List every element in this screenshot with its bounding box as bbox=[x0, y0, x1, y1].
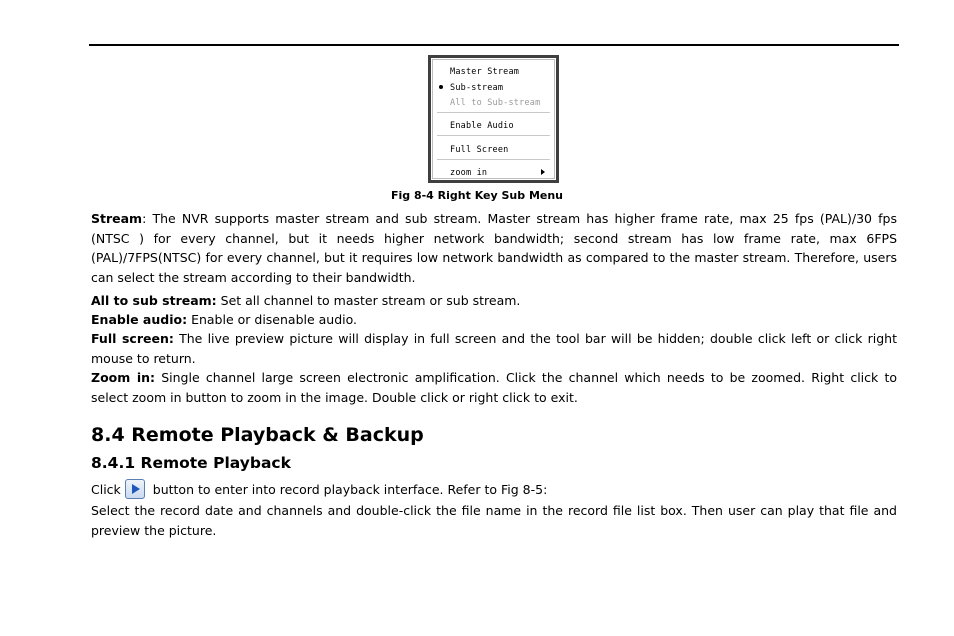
play-icon bbox=[125, 479, 145, 499]
full-screen-paragraph bbox=[91, 329, 897, 368]
stream-text: : The NVR supports master stream and sub stream. Master stream has higher frame rate, max 25 fps (PAL)/30 fps (NTSC ) for every channel, but it needs higher network bandwidth; second stream has low frame rate, max 6FPS (PAL)/7FPS(NTSC) for every channel, but it requires low network bandwidth as compared to the master stream. Therefore, users can select the stream according to their bandwidth. bbox=[91, 211, 897, 285]
audio-term: Enable audio: bbox=[91, 312, 188, 327]
all-sub-text: Set all channel to master stream or sub stream. bbox=[216, 293, 521, 308]
full-screen-term: Full screen: bbox=[91, 331, 174, 346]
header-rule bbox=[89, 44, 899, 46]
stream-paragraph bbox=[91, 209, 897, 287]
menu-item-full-screen[interactable]: Full Screen bbox=[450, 145, 509, 155]
subsection-heading: 8.4.1 Remote Playback bbox=[91, 454, 291, 472]
context-menu bbox=[432, 59, 555, 179]
click-before-text: Click bbox=[91, 482, 121, 497]
section-heading: 8.4 Remote Playback & Backup bbox=[91, 424, 424, 446]
zoom-term: Zoom in: bbox=[91, 370, 156, 385]
menu-separator bbox=[437, 159, 550, 160]
all-sub-term: All to sub stream: bbox=[91, 293, 217, 308]
zoom-text: Single channel large screen electronic amplification. Click the channel which needs to be zoomed. Right click to select zoom in button to zoom in the image. Double click or right click to exit. bbox=[91, 370, 897, 405]
zoom-paragraph bbox=[91, 368, 897, 407]
full-screen-text: The live preview picture will display in full screen and the tool bar will be hidden; double click left or click right mouse to return. bbox=[91, 331, 897, 366]
context-menu-screenshot bbox=[428, 55, 559, 183]
audio-paragraph bbox=[91, 310, 897, 330]
menu-item-master-stream[interactable]: Master Stream bbox=[450, 67, 520, 77]
click-after-text: button to enter into record playback interface. Refer to Fig 8-5: bbox=[148, 482, 548, 497]
audio-text: Enable or disenable audio. bbox=[187, 312, 358, 327]
menu-item-zoom-in[interactable]: zoom in bbox=[450, 168, 488, 178]
figure-caption: Fig 8-4 Right Key Sub Menu bbox=[390, 189, 564, 202]
all-sub-paragraph bbox=[91, 291, 897, 311]
menu-separator bbox=[437, 135, 550, 136]
menu-item-enable-audio[interactable]: Enable Audio bbox=[450, 121, 514, 131]
menu-separator bbox=[437, 112, 550, 113]
select-paragraph: Select the record date and channels and double-click the file name in the record file list box. Then user can play that file and preview the picture. bbox=[91, 503, 897, 538]
menu-item-sub-stream[interactable]: Sub-stream bbox=[450, 83, 504, 93]
click-instruction bbox=[91, 479, 897, 500]
submenu-arrow-icon bbox=[541, 169, 545, 175]
menu-item-all-to-sub-stream: All to Sub-stream bbox=[450, 98, 541, 108]
selected-bullet-icon bbox=[439, 85, 443, 89]
stream-term: Stream bbox=[91, 211, 143, 226]
